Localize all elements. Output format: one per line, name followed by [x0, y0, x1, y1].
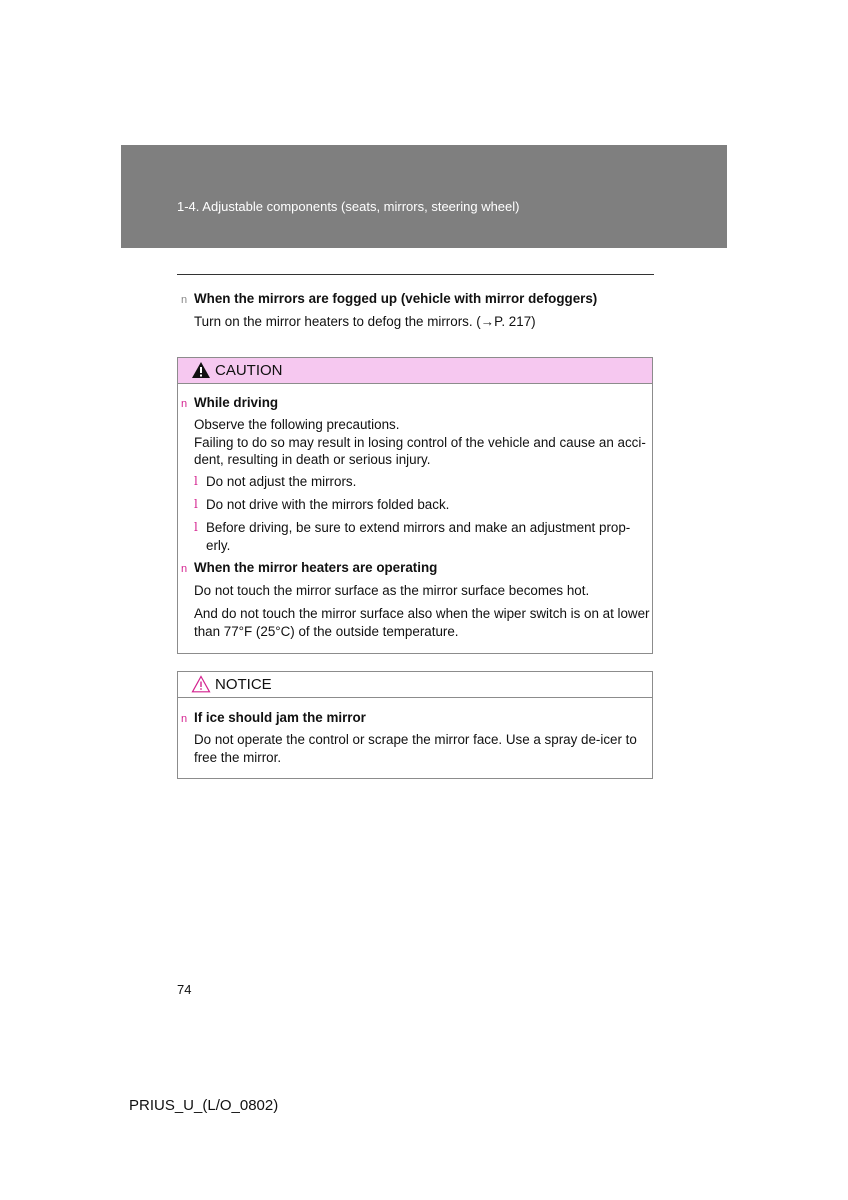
list-item: Do not adjust the mirrors.: [206, 474, 357, 489]
document-code: PRIUS_U_(L/O_0802): [129, 1097, 279, 1114]
list-marker: l: [194, 497, 198, 511]
caution-paragraph: Observe the following precautions.: [194, 417, 400, 432]
list-item: Do not drive with the mirrors folded back.: [206, 497, 450, 512]
caution-header: [178, 358, 652, 384]
notice-paragraph: Do not operate the control or scrape the mirror face. Use a spray de-icer to: [194, 732, 637, 747]
list-marker: l: [194, 474, 198, 488]
caution-label: CAUTION: [215, 362, 283, 379]
caution-paragraph: than 77°F (25°C) of the outside temperature.: [194, 623, 459, 639]
header-divider: [177, 274, 654, 275]
intro-body: Turn on the mirror heaters to defog the mirrors. (→P. 217): [194, 314, 536, 329]
chapter-header: [121, 145, 727, 248]
list-item: Before driving, be sure to extend mirrors and make an adjustment prop-: [206, 520, 631, 535]
notice-heading-ice: If ice should jam the mirror: [194, 710, 366, 725]
caution-heading-mirror-heaters: When the mirror heaters are operating: [194, 560, 438, 575]
list-marker: l: [194, 520, 198, 534]
notice-paragraph: free the mirror.: [194, 749, 282, 765]
page-number: 74: [177, 982, 192, 997]
bullet-marker: n: [181, 563, 188, 575]
list-item-continuation: erly.: [206, 537, 231, 553]
caution-paragraph: Failing to do so may result in losing control of the vehicle and cause an acci-: [194, 434, 646, 450]
caution-paragraph: And do not touch the mirror surface also when the wiper switch is on at lower: [194, 606, 650, 621]
warning-triangle-filled-icon: [191, 361, 211, 379]
caution-paragraph: Do not touch the mirror surface as the mirror surface becomes hot.: [194, 583, 590, 598]
intro-heading: When the mirrors are fogged up (vehicle with mirror defoggers): [194, 291, 598, 306]
bullet-marker: n: [181, 294, 188, 306]
notice-header: [178, 672, 652, 698]
caution-paragraph: dent, resulting in death or serious injury.: [194, 452, 431, 467]
warning-triangle-outline-icon: [191, 675, 211, 693]
notice-label: NOTICE: [215, 676, 272, 693]
bullet-marker: n: [181, 713, 188, 725]
caution-heading-while-driving: While driving: [194, 395, 279, 410]
section-title: 1-4. Adjustable components (seats, mirrors, steering wheel): [177, 199, 520, 214]
bullet-marker: n: [181, 398, 188, 410]
